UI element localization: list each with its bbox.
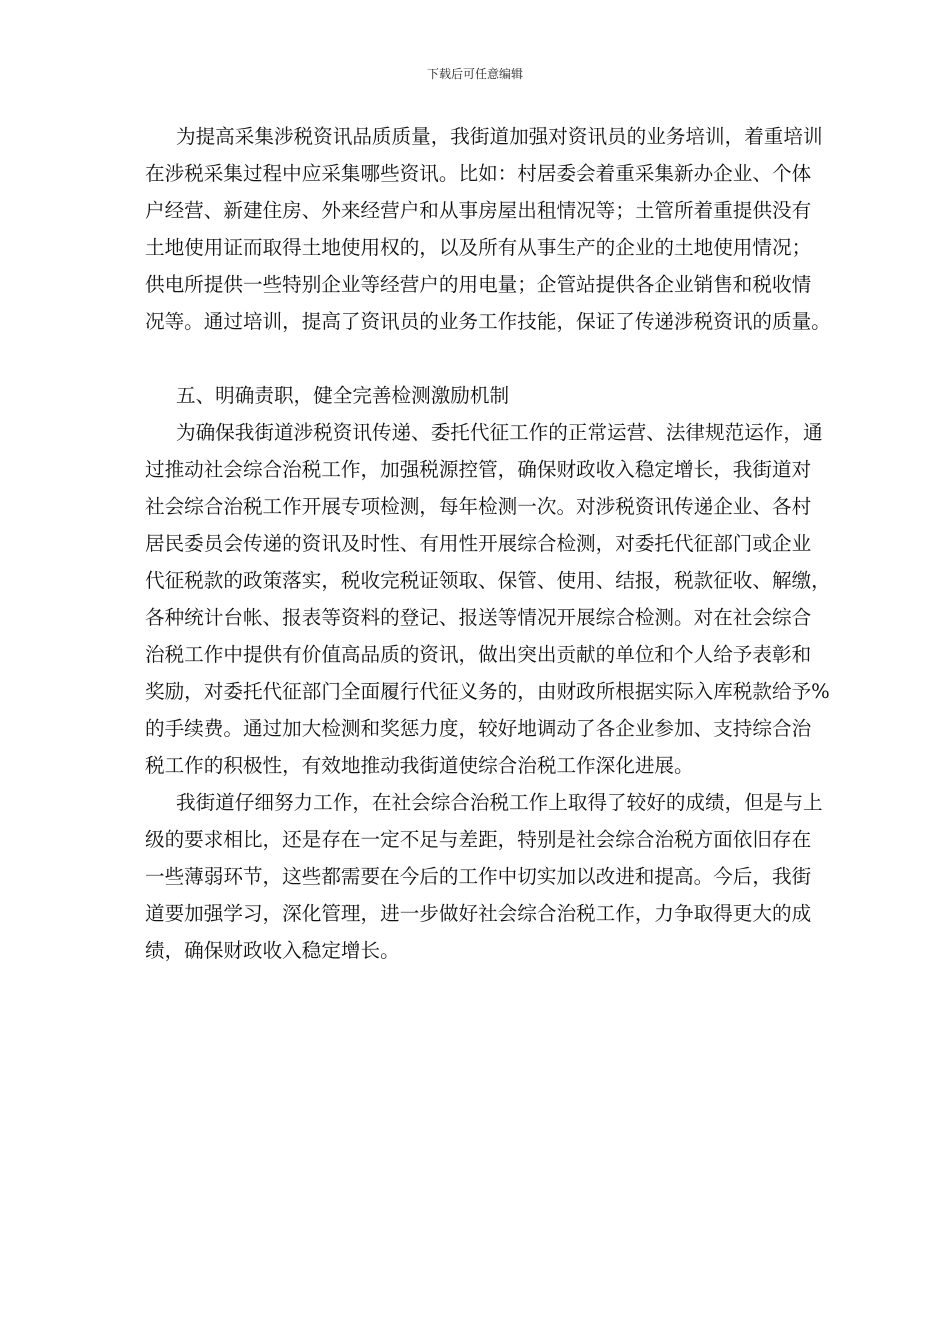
paragraph-line: 奖励，对委托代征部门全面履行代征义务的，由财政所根据实际入库税款给予% xyxy=(145,680,830,703)
paragraph-line: 一些薄弱环节，这些都需要在今后的工作中切实加以改进和提高。今后，我街 xyxy=(145,865,812,888)
paragraph-line: 土地使用证而取得土地使用权的，以及所有从事生产的企业的土地使用情况； xyxy=(145,236,812,259)
paragraph-line: 况等。通过培训，提高了资讯员的业务工作技能，保证了传递涉税资讯的质量。 xyxy=(145,310,831,333)
paragraph-line: 供电所提供一些特别企业等经营户的用电量；企管站提供各企业销售和税收情 xyxy=(145,273,812,296)
paragraph-line: 为提高采集涉税资讯品质质量，我街道加强对资讯员的业务培训，着重培训 xyxy=(176,125,823,148)
paragraph-line: 居民委员会传递的资讯及时性、有用性开展综合检测，对委托代征部门或企业 xyxy=(145,532,812,555)
paragraph-line: 治税工作中提供有价值高品质的资讯，做出突出贡献的单位和个人给予表彰和 xyxy=(145,643,812,666)
page-header: 下载后可任意编辑 xyxy=(426,67,523,81)
paragraph-line: 税工作的积极性，有效地推动我街道使综合治税工作深化进展。 xyxy=(145,754,694,777)
paragraph-line: 各种统计台帐、报表等资料的登记、报送等情况开展综合检测。对在社会综合 xyxy=(145,606,812,629)
paragraph-line: 的手续费。通过加大检测和奖惩力度，较好地调动了各企业参加、支持综合治 xyxy=(145,717,812,740)
paragraph-line: 户经营、新建住房、外来经营户和从事房屋出租情况等；土管所着重提供没有 xyxy=(145,199,812,222)
paragraph-line: 为确保我街道涉税资讯传递、委托代征工作的正常运营、法律规范运作，通 xyxy=(176,421,823,444)
paragraph-line: 级的要求相比，还是存在一定不足与差距，特别是社会综合治税方面依旧存在 xyxy=(145,828,812,851)
paragraph-line: 在涉税采集过程中应采集哪些资讯。比如：村居委会着重采集新办企业、个体 xyxy=(145,162,812,185)
paragraph-line: 过推动社会综合治税工作，加强税源控管，确保财政收入稳定增长，我街道对 xyxy=(145,458,812,481)
paragraph-line: 社会综合治税工作开展专项检测，每年检测一次。对涉税资讯传递企业、各村 xyxy=(145,495,812,518)
section-heading: 五、明确责职，健全完善检测激励机制 xyxy=(176,384,510,407)
paragraph-line: 绩，确保财政收入稳定增长。 xyxy=(145,939,400,962)
blank-line xyxy=(145,340,825,377)
paragraph-line: 代征税款的政策落实，税收完税证领取、保管、使用、结报，税款征收、解缴， xyxy=(145,569,831,592)
document-body xyxy=(145,118,831,969)
paragraph-line: 我街道仔细努力工作，在社会综合治税工作上取得了较好的成绩，但是与上 xyxy=(176,791,823,814)
paragraph-line: 道要加强学习，深化管理，进一步做好社会综合治税工作，力争取得更大的成 xyxy=(145,902,812,925)
